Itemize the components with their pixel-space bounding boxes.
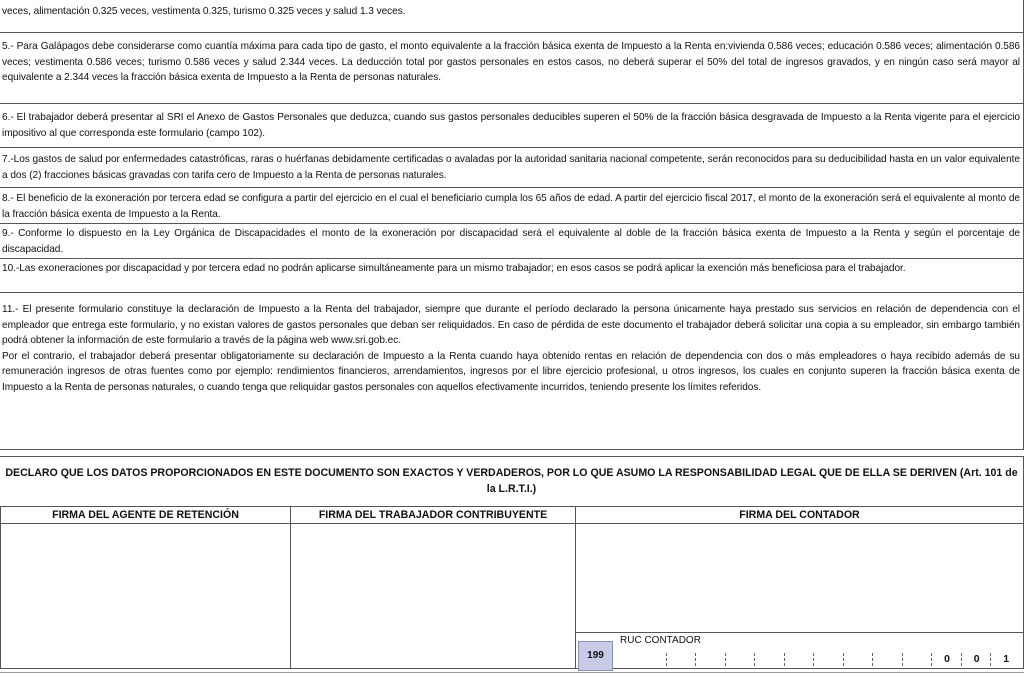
ruc-digit[interactable] xyxy=(755,651,785,667)
ruc-digit[interactable]: 0 xyxy=(932,651,962,667)
ruc-digit[interactable]: 1 xyxy=(1003,653,1010,665)
worker-signature-header: FIRMA DEL TRABAJADOR CONTRIBUYENTE xyxy=(290,506,576,524)
ruc-digit[interactable] xyxy=(844,651,874,667)
ruc-digit[interactable] xyxy=(903,651,933,667)
bottom-divider xyxy=(0,672,1024,673)
field-code-badge: 199 xyxy=(578,641,613,671)
note-11-paragraph-2: Por el contrario, el trabajador deberá presentar obligatoriamente su declaración de Impuesto a la Renta cuando haya obtenido rentas en relación de dependencia con dos o más empleadores o haya recibido además de su remuneración ingresos de otras fuentes como por ejemplo: rendimientos financieros, arrendamientos, ingresos por el libre ejercicio profesional, u otros ingresos, los cuales en conjunto superen la fracción básica exenta de Impuesto a la Renta de personas naturales, o cuando tenga que reliquidar gastos personales con aquellos efectivamente incurridos, teniendo presente los límites referidos. xyxy=(2,350,1020,393)
note-9: 9.- Conforme lo dispuesto en la Ley Orgánica de Discapacidades el monto de la exoneración por discapacidad será el equivalente al doble de la fracción básica exenta de Impuesto a la Renta y según el porcentaje de discapacidad. xyxy=(0,224,1024,259)
note-11 xyxy=(0,293,1024,450)
ruc-accountant-field xyxy=(575,632,1024,670)
note-11-paragraph-1: 11.- El presente formulario constituye la declaración de Impuesto a la Renta del trabajador, siempre que durante el período declarado la persona únicamente haya prestado sus servicios en relación de dependencia con el empleador que entrega este formulario, y no existan valores de gastos personales que deban ser reliquidados. En caso de pérdida de este documento el trabajador deberá solicitar una copia a su empleador, sin embargo también podrá obtener la información de este formulario a través de la página web www.sri.gob.ec. xyxy=(2,304,1020,347)
note-5: 5.- Para Galápagos debe considerarse como cuantía máxima para cada tipo de gasto, el monto equivalente a la fracción básica exenta de Impuesto a la Renta en:vivienda 0.586 veces; educación 0.586 veces; alimentación 0.586 veces; vestimenta 0.586 veces; turismo 0.586 veces y salud 2.344 veces. La deducción total por gastos personales en estos casos, no deberá superar el 50% del total de ingresos gravados, y en ningún caso será mayor al equivalente a 2.344 veces la fracción básica exenta de Impuesto a la Renta de personas naturales. xyxy=(0,33,1024,104)
note-7: 7.-Los gastos de salud por enfermedades catastróficas, raras o huérfanas debidamente certificadas o avaladas por la autoridad sanitaria nacional competente, serán reconocidos para su deducibilidad hasta en un valor equivalente a dos (2) fracciones básicas gravadas con tarifa cero de Impuesto a la Renta de personas naturales. xyxy=(0,148,1024,188)
ruc-digit[interactable]: 0 xyxy=(962,651,992,667)
ruc-digit[interactable] xyxy=(726,651,756,667)
note-6: 6.- El trabajador deberá presentar al SRI el Anexo de Gastos Personales que deduzca, cuando sus gastos personales deducibles superen el 50% de la fracción básica desgravada de Impuesto a la Renta vigente para el ejercicio impositivo al que corresponda este formulario (campo 102). xyxy=(0,104,1024,148)
worker-signature-box[interactable] xyxy=(290,524,576,669)
ruc-digit[interactable] xyxy=(696,651,726,667)
agent-signature-header: FIRMA DEL AGENTE DE RETENCIÓN xyxy=(0,506,291,524)
ruc-digit[interactable] xyxy=(667,651,697,667)
ruc-digit[interactable] xyxy=(873,651,903,667)
note-10: 10.-Las exoneraciones por discapacidad y por tercera edad no podrán aplicarse simultáneamente para un mismo trabajador; en esos casos se podrá aplicar la exención más beneficiosa para el trabajador. xyxy=(0,259,1024,293)
ruc-digit[interactable] xyxy=(785,651,815,667)
signature-table xyxy=(0,506,1024,672)
ruc-digit[interactable] xyxy=(814,651,844,667)
declaration-text: DECLARO QUE LOS DATOS PROPORCIONADOS EN ESTE DOCUMENTO SON EXACTOS Y VERDADEROS, POR LO QUE ASUMO LA RESPONSABILIDAD LEGAL QUE DE ELLA SE DERIVEN (Art. 101 de la L.R.T.I.) xyxy=(0,456,1024,506)
ruc-label: RUC CONTADOR xyxy=(620,635,701,646)
note-4-continuation: veces, alimentación 0.325 veces, vestimenta 0.325, turismo 0.325 veces y salud 1.3 veces. xyxy=(0,0,1024,33)
accountant-signature-header: FIRMA DEL CONTADOR xyxy=(575,506,1024,524)
ruc-digit-boxes[interactable] xyxy=(637,651,1021,667)
note-8: 8.- El beneficio de la exoneración por tercera edad se configura a partir del ejercicio en el cual el beneficiario cumpla los 65 años de edad. A partir del ejercicio fiscal 2017, el monto de la exoneración será el equivalente al monto de la fracción básica exenta de Impuesto a la Renta. xyxy=(0,188,1024,224)
agent-signature-box[interactable] xyxy=(0,524,291,669)
ruc-digit[interactable] xyxy=(637,651,667,667)
